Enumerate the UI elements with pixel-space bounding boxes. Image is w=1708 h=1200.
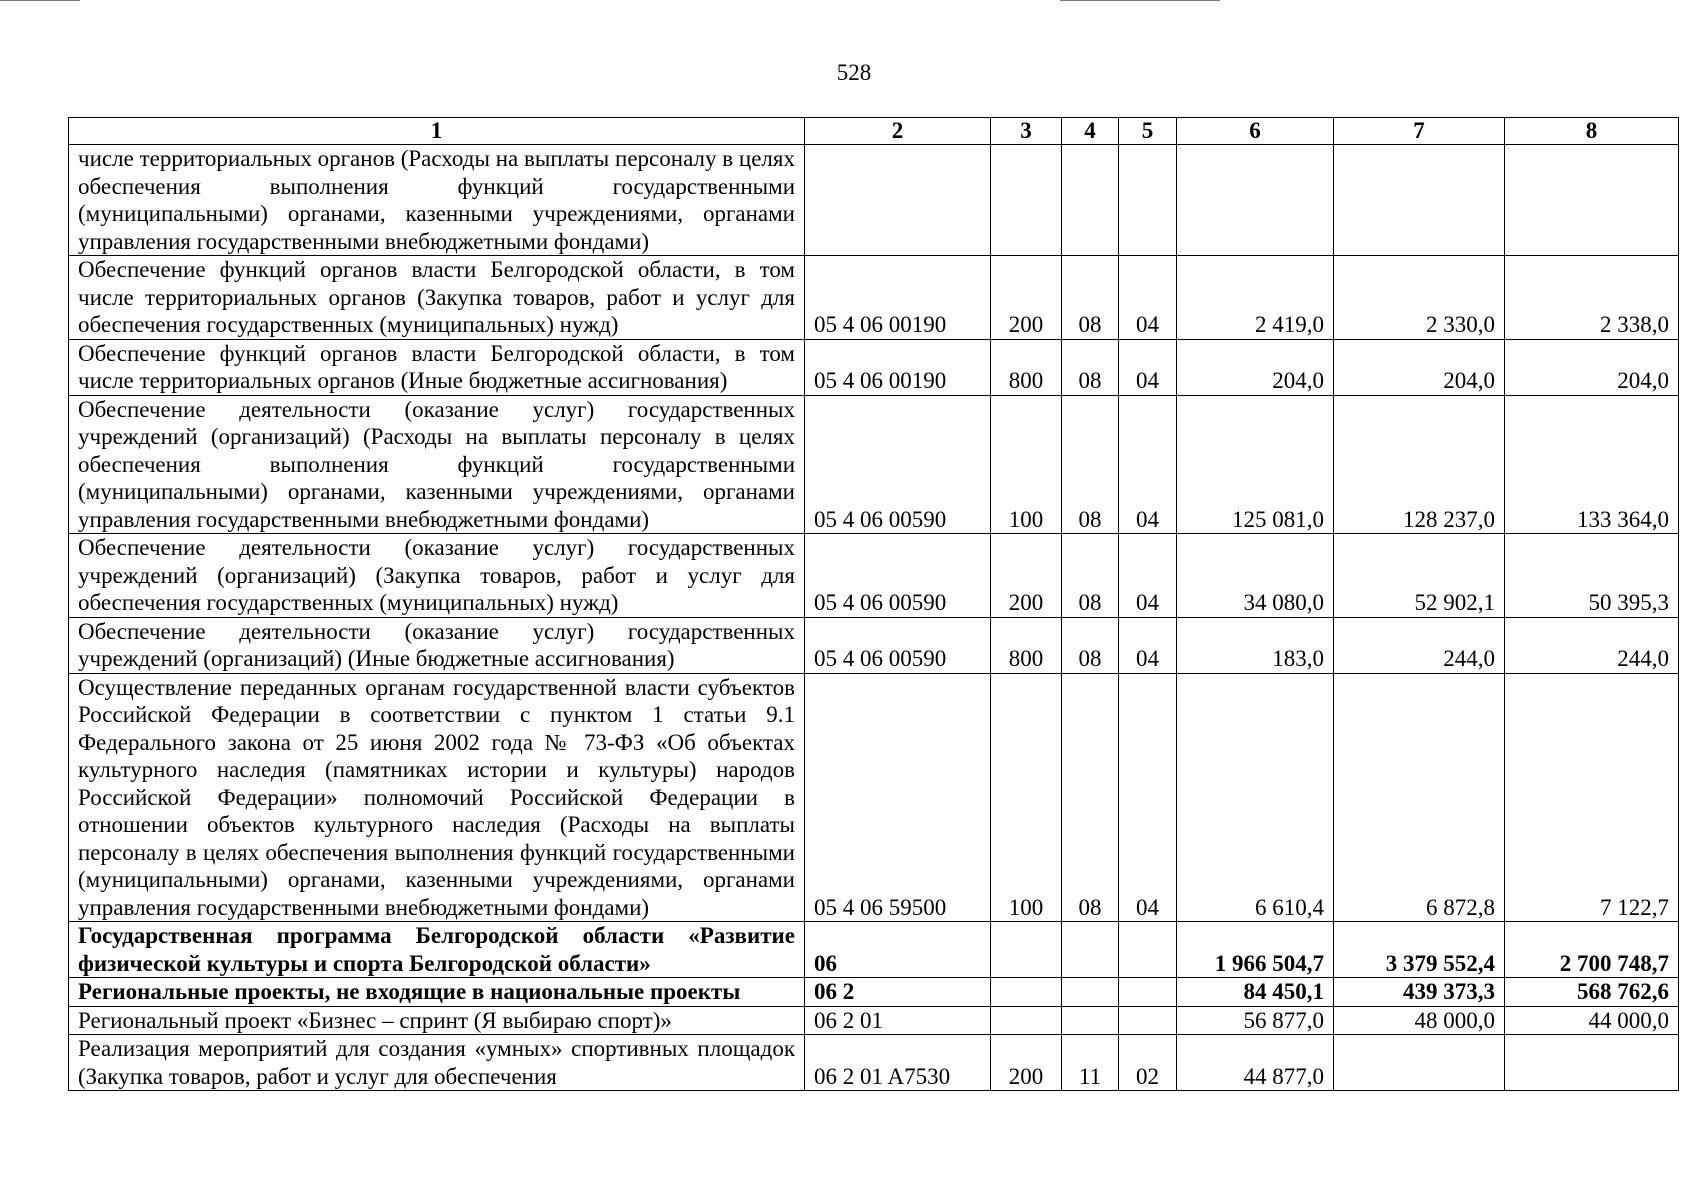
- row-subsection: 04: [1119, 339, 1177, 395]
- row-amount-col6: 2 419,0: [1177, 256, 1334, 340]
- row-budget-code: 06: [805, 922, 991, 978]
- table-row: [69, 978, 1679, 1007]
- row-section: [1062, 922, 1119, 978]
- row-section: 08: [1062, 395, 1119, 534]
- row-amount-col7: 48 000,0: [1334, 1006, 1505, 1035]
- col-header-5: 5: [1119, 118, 1177, 145]
- table-body: [69, 145, 1679, 1091]
- row-budget-code: [805, 145, 991, 256]
- row-amount-col7: 244,0: [1334, 617, 1505, 673]
- row-section: 08: [1062, 673, 1119, 922]
- row-subsection: 04: [1119, 617, 1177, 673]
- row-amount-col7: [1334, 1035, 1505, 1091]
- row-budget-code: 06 2 01: [805, 1006, 991, 1035]
- row-amount-col6: 56 877,0: [1177, 1006, 1334, 1035]
- row-subsection: 04: [1119, 395, 1177, 534]
- row-amount-col8: 2 338,0: [1505, 256, 1679, 340]
- row-section: [1062, 145, 1119, 256]
- row-amount-col6: 183,0: [1177, 617, 1334, 673]
- row-amount-col7: 2 330,0: [1334, 256, 1505, 340]
- row-subsection: 02: [1119, 1035, 1177, 1091]
- row-expense-type: 200: [991, 534, 1062, 618]
- row-description: Обеспечение функций органов власти Белгородской области, в том числе территориальных органов (Закупка товаров, работ и услуг для обеспечения государственных (муниципальных) нужд): [69, 256, 805, 340]
- row-amount-col7: 128 237,0: [1334, 395, 1505, 534]
- table-row: [69, 395, 1679, 534]
- row-amount-col8: 2 700 748,7: [1505, 922, 1679, 978]
- page-number: 528: [836, 60, 872, 85]
- row-expense-type: [991, 145, 1062, 256]
- row-amount-col6: 1 966 504,7: [1177, 922, 1334, 978]
- col-header-4: 4: [1062, 118, 1119, 145]
- row-amount-col8: 7 122,7: [1505, 673, 1679, 922]
- col-header-7: 7: [1334, 118, 1505, 145]
- table-row: [69, 145, 1679, 256]
- row-description: Региональный проект «Бизнес – спринт (Я выбираю спорт)»: [69, 1006, 805, 1035]
- table-row: [69, 922, 1679, 978]
- header-row: [69, 118, 1679, 145]
- row-description: Обеспечение деятельности (оказание услуг) государственных учреждений (организаций) (Закупка товаров, работ и услуг для обеспечения государственных (муниципальных) нужд): [69, 534, 805, 618]
- row-amount-col6: 6 610,4: [1177, 673, 1334, 922]
- row-budget-code: 05 4 06 59500: [805, 673, 991, 922]
- table-row: [69, 1035, 1679, 1091]
- row-amount-col6: 84 450,1: [1177, 978, 1334, 1007]
- row-description: числе территориальных органов (Расходы на выплаты персоналу в целях обеспечения выполнения функций государственными (муниципальными) органами, казенными учреждениями, органами управления государственными внебюджетными фондами): [69, 145, 805, 256]
- row-amount-col6: 125 081,0: [1177, 395, 1334, 534]
- row-expense-type: [991, 978, 1062, 1007]
- row-amount-col8: [1505, 1035, 1679, 1091]
- row-amount-col7: 439 373,3: [1334, 978, 1505, 1007]
- row-amount-col6: 44 877,0: [1177, 1035, 1334, 1091]
- row-subsection: [1119, 1006, 1177, 1035]
- row-expense-type: 200: [991, 1035, 1062, 1091]
- col-header-3: 3: [991, 118, 1062, 145]
- row-budget-code: 05 4 06 00190: [805, 339, 991, 395]
- row-amount-col8: 244,0: [1505, 617, 1679, 673]
- row-subsection: 04: [1119, 256, 1177, 340]
- table-row: [69, 617, 1679, 673]
- row-expense-type: [991, 922, 1062, 978]
- row-expense-type: 800: [991, 617, 1062, 673]
- row-amount-col6: 204,0: [1177, 339, 1334, 395]
- row-budget-code: 05 4 06 00590: [805, 617, 991, 673]
- row-amount-col7: 6 872,8: [1334, 673, 1505, 922]
- table-row: [69, 256, 1679, 340]
- row-amount-col7: 204,0: [1334, 339, 1505, 395]
- row-amount-col6: [1177, 145, 1334, 256]
- row-amount-col8: 568 762,6: [1505, 978, 1679, 1007]
- row-amount-col6: 34 080,0: [1177, 534, 1334, 618]
- row-description: Обеспечение деятельности (оказание услуг) государственных учреждений (организаций) (Иные бюджетные ассигнования): [69, 617, 805, 673]
- row-section: 08: [1062, 339, 1119, 395]
- row-expense-type: [991, 1006, 1062, 1035]
- row-amount-col7: [1334, 145, 1505, 256]
- table-row: [69, 1006, 1679, 1035]
- row-section: 11: [1062, 1035, 1119, 1091]
- row-budget-code: 05 4 06 00590: [805, 395, 991, 534]
- row-section: [1062, 1006, 1119, 1035]
- row-amount-col7: 52 902,1: [1334, 534, 1505, 618]
- table-row: [69, 339, 1679, 395]
- row-expense-type: 100: [991, 673, 1062, 922]
- row-description: Обеспечение функций органов власти Белгородской области, в том числе территориальных органов (Иные бюджетные ассигнования): [69, 339, 805, 395]
- row-section: [1062, 978, 1119, 1007]
- row-subsection: 04: [1119, 534, 1177, 618]
- row-amount-col8: 44 000,0: [1505, 1006, 1679, 1035]
- row-expense-type: 200: [991, 256, 1062, 340]
- row-budget-code: 06 2 01 A7530: [805, 1035, 991, 1091]
- row-description: Осуществление переданных органам государственной власти субъектов Российской Федерации в соответствии с пунктом 1 статьи 9.1 Федерального закона от 25 июня 2002 года № 73-ФЗ «Об объектах культурного наследия (памятниках истории и культуры) народов Российской Федерации» полномочий Российской Федерации в отношении объектов культурного наследия (Расходы на выплаты персоналу в целях обеспечения выполнения функций государственными (муниципальными) органами, казенными учреждениями, органами управления государственными внебюджетными фондами): [69, 673, 805, 922]
- row-amount-col8: [1505, 145, 1679, 256]
- row-subsection: 04: [1119, 673, 1177, 922]
- row-section: 08: [1062, 617, 1119, 673]
- row-description: Государственная программа Белгородской области «Развитие физической культуры и спорта Белгородской области»: [69, 922, 805, 978]
- row-expense-type: 800: [991, 339, 1062, 395]
- row-amount-col7: 3 379 552,4: [1334, 922, 1505, 978]
- table-row: [69, 673, 1679, 922]
- col-header-2: 2: [805, 118, 991, 145]
- row-budget-code: 05 4 06 00590: [805, 534, 991, 618]
- row-budget-code: 06 2: [805, 978, 991, 1007]
- row-amount-col8: 133 364,0: [1505, 395, 1679, 534]
- row-section: 08: [1062, 256, 1119, 340]
- col-header-6: 6: [1177, 118, 1334, 145]
- row-section: 08: [1062, 534, 1119, 618]
- budget-table: [68, 117, 1679, 1091]
- row-subsection: [1119, 922, 1177, 978]
- table-row: [69, 534, 1679, 618]
- row-description: Обеспечение деятельности (оказание услуг) государственных учреждений (организаций) (Расходы на выплаты персоналу в целях обеспечения выполнения функций государственными (муниципальными) органами, казенными учреждениями, органами управления государственными внебюджетными фондами): [69, 395, 805, 534]
- row-amount-col8: 50 395,3: [1505, 534, 1679, 618]
- row-expense-type: 100: [991, 395, 1062, 534]
- scan-edge-line: [0, 0, 80, 1]
- col-header-8: 8: [1505, 118, 1679, 145]
- row-amount-col8: 204,0: [1505, 339, 1679, 395]
- row-subsection: [1119, 145, 1177, 256]
- row-budget-code: 05 4 06 00190: [805, 256, 991, 340]
- col-header-1: 1: [69, 118, 805, 145]
- row-description: Реализация мероприятий для создания «умных» спортивных площадок (Закупка товаров, работ и услуг для обеспечения: [69, 1035, 805, 1091]
- row-subsection: [1119, 978, 1177, 1007]
- scan-edge-line: [1060, 0, 1220, 1]
- row-description: Региональные проекты, не входящие в национальные проекты: [69, 978, 805, 1007]
